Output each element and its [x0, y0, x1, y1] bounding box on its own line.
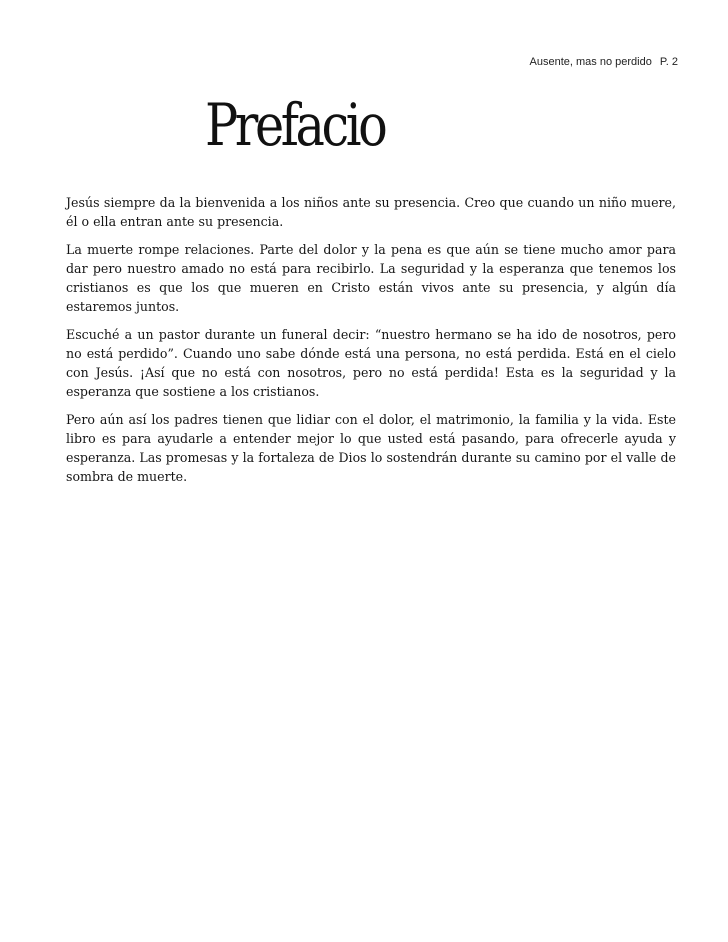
- paragraph-1: Jesús siempre da la bienvenida a los niños ante su presencia. Creo que cuando un niño muere, él o ella entran ante su presencia.: [66, 195, 676, 229]
- paragraph-2: La muerte rompe relaciones. Parte del dolor y la pena es que aún se tiene mucho amor para dar pero nuestro amado no está para recibirlo. La seguridad y la esperanza que tenemos los cristianos es que los que mueren en Cristo están vivos ante su presencia, y algún día estaremos juntos.: [66, 242, 676, 314]
- header-page-number: P. 2: [659, 56, 678, 68]
- running-header: [530, 56, 678, 68]
- paragraph-3: Escuché a un pastor durante un funeral decir: “nuestro hermano se ha ido de nosotros, pero no está perdido”. Cuando uno sabe dónde está una persona, no está perdida. Está en el cielo con Jesús. ¡Así que no está con nosotros, pero no está perdida! Esta es la seguridad y la esperanza que sostiene a los cristianos.: [66, 327, 676, 399]
- header-book-title: Ausente, mas no perdido: [529, 56, 652, 68]
- page-title: Prefacio: [205, 91, 385, 159]
- paragraph-4: Pero aún así los padres tienen que lidiar con el dolor, el matrimonio, la familia y la vida. Este libro es para ayudarle a entender mejor lo que usted está pasando, para ofrecerle ayuda y esperanza. Las promesas y la fortaleza de Dios lo sostendrán durante su camino por el valle de sombra de muerte.: [66, 412, 676, 484]
- preface-body: [66, 193, 676, 495]
